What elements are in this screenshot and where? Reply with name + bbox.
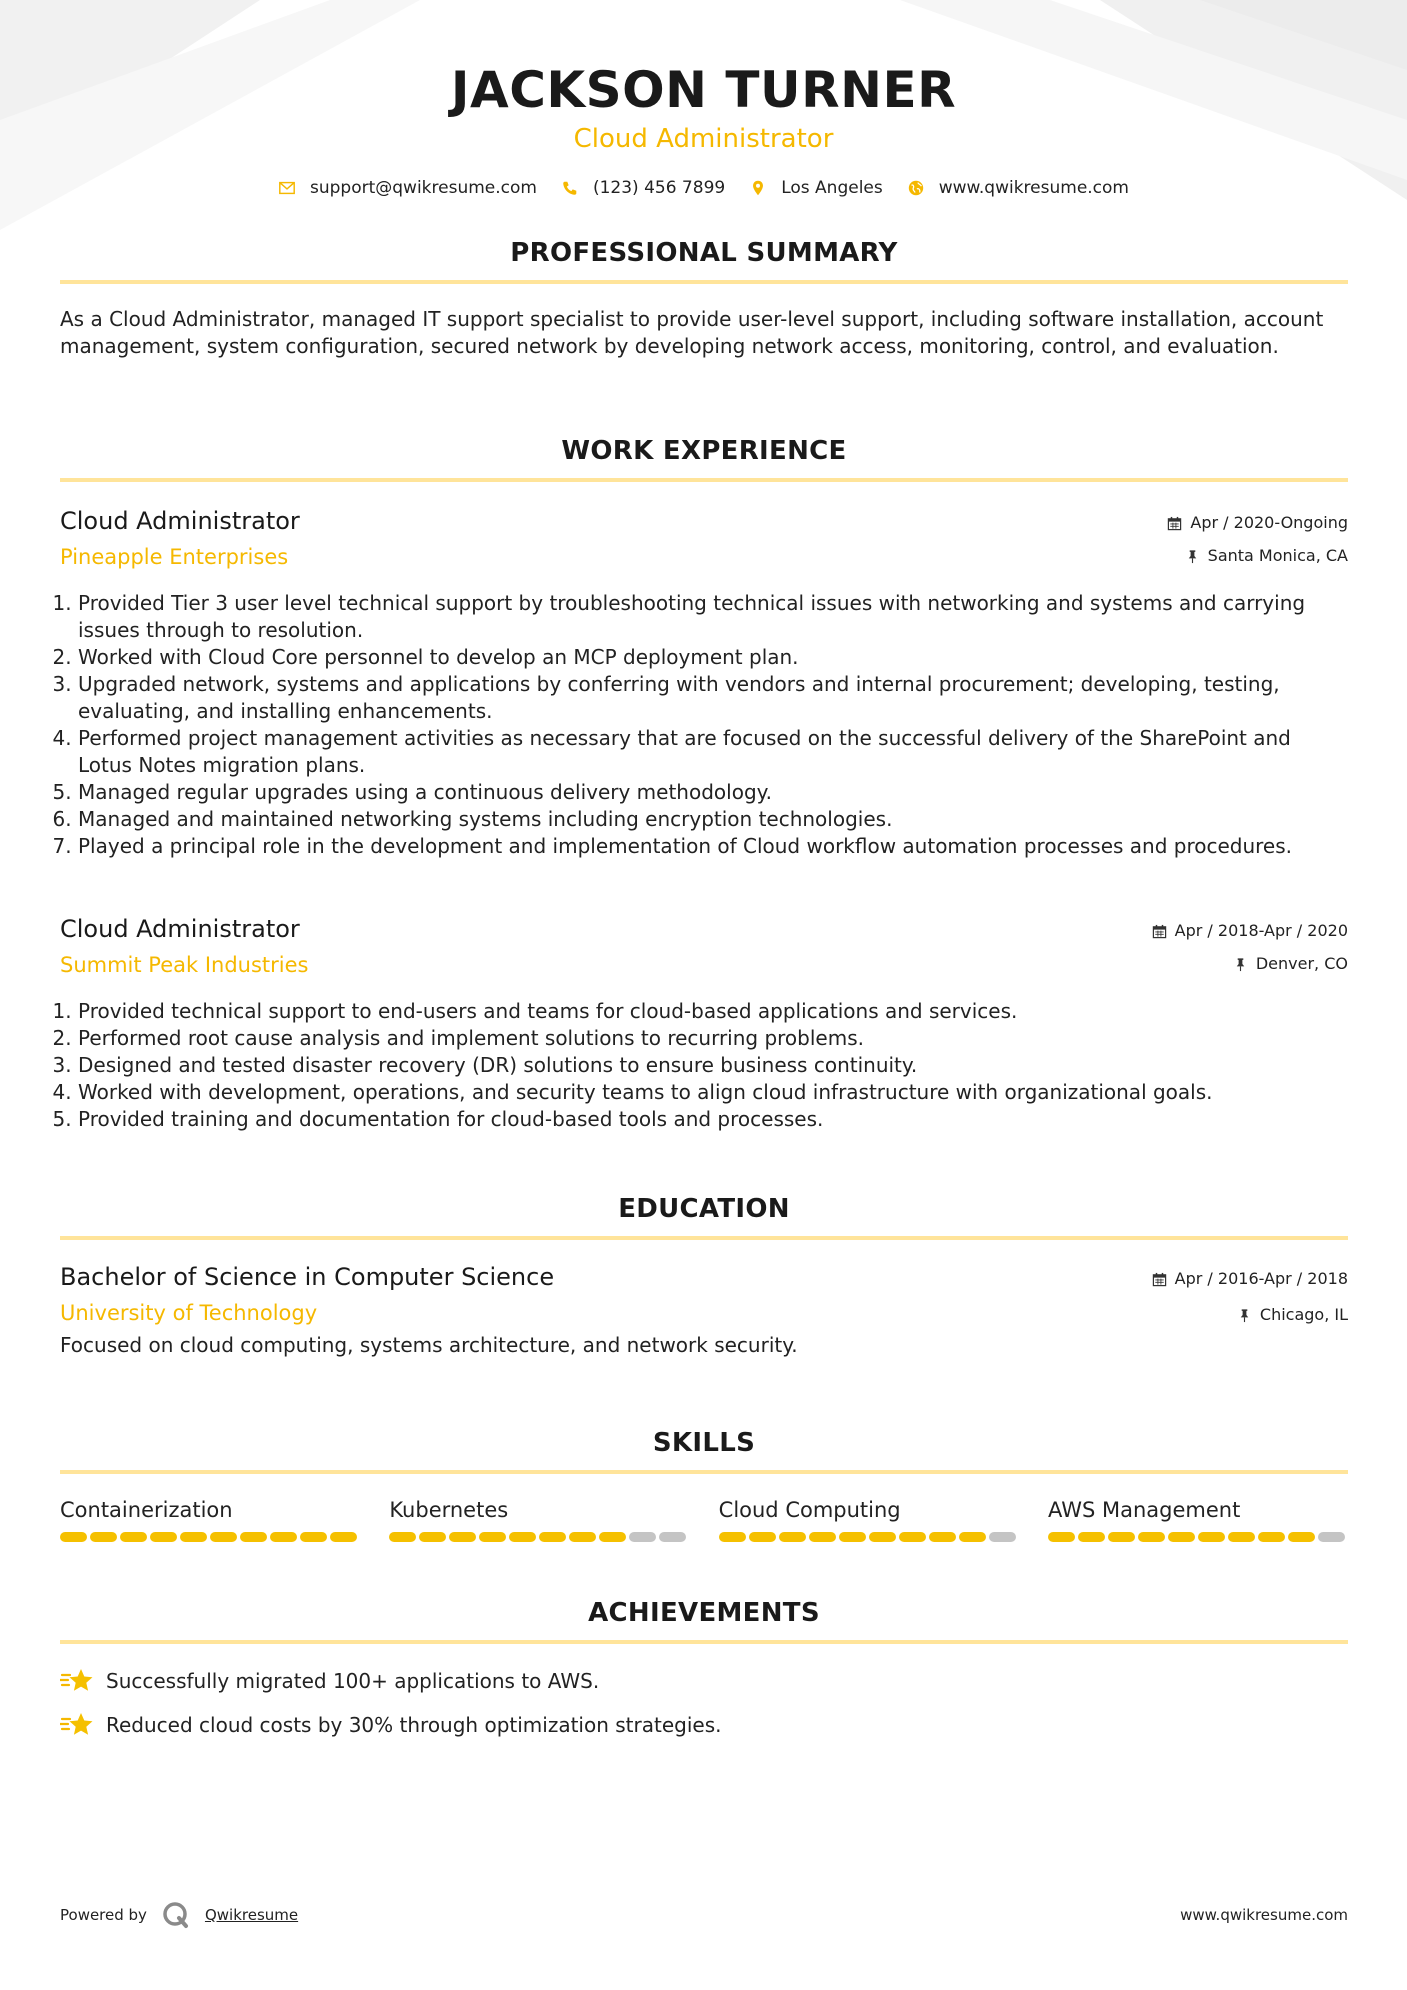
education-location: Chicago, IL — [1259, 1305, 1348, 1324]
job-role: Cloud Administrator — [60, 507, 300, 535]
achievements-section — [60, 1598, 1348, 1754]
skill-segment-filled — [749, 1532, 776, 1542]
qwikresume-logo-icon — [161, 1900, 191, 1930]
list-item: 5. Provided training and documentation for cloud-based tools and processes. — [78, 1106, 1348, 1133]
skill-segment-filled — [479, 1532, 506, 1542]
list-item: 4. Performed project management activities as necessary that are focused on the successful delivery of the SharePoint and Lotus Notes migration plans. — [78, 725, 1348, 779]
summary-heading: PROFESSIONAL SUMMARY — [510, 238, 898, 268]
list-item: 3. Upgraded network, systems and applications by conferring with vendors and internal procurement; developing, testing, evaluating, and installing enhancements. — [78, 671, 1348, 725]
skills-heading: SKILLS — [652, 1428, 756, 1458]
section-divider — [60, 1236, 1348, 1240]
list-item — [60, 1710, 1348, 1740]
experience-heading: WORK EXPERIENCE — [561, 436, 847, 466]
skill-segment-filled — [1048, 1532, 1075, 1542]
skill-segment-filled — [150, 1532, 177, 1542]
list-item: 1. Provided Tier 3 user level technical support by troubleshooting technical issues with networking and systems and carrying issues through to resolution. — [78, 590, 1348, 644]
job-bullets — [60, 998, 1348, 1133]
job-company: Summit Peak Industries — [60, 953, 309, 977]
job-bullets — [60, 590, 1348, 860]
skill-segment-filled — [869, 1532, 896, 1542]
education-section — [60, 1194, 1348, 1359]
pushpin-icon — [1237, 1308, 1252, 1323]
list-item: 1. Provided technical support to end-users and teams for cloud-based applications and services. — [78, 998, 1348, 1025]
education-dates: Apr / 2016-Apr / 2018 — [1174, 1269, 1348, 1288]
skill-item — [719, 1496, 1019, 1542]
section-divider — [60, 280, 1348, 284]
envelope-icon — [278, 179, 296, 197]
brand-link[interactable]: Qwikresume — [204, 1906, 299, 1924]
pushpin-icon — [1185, 549, 1200, 564]
education-description: Focused on cloud computing, systems architecture, and network security. — [60, 1333, 798, 1357]
skill-item — [60, 1496, 360, 1542]
skill-segment-filled — [389, 1532, 416, 1542]
contact-website[interactable] — [907, 178, 1129, 198]
school-name: University of Technology — [60, 1301, 318, 1325]
skill-segment-filled — [1078, 1532, 1105, 1542]
education-meta — [1152, 1262, 1348, 1326]
skill-segment-filled — [300, 1532, 327, 1542]
contact-location — [749, 178, 883, 198]
skill-segment-filled — [180, 1532, 207, 1542]
phone-text: (123) 456 7899 — [592, 178, 726, 198]
skill-segment-filled — [419, 1532, 446, 1542]
list-item: 4. Worked with development, operations, and security teams to align cloud infrastructure with organizational goals. — [78, 1079, 1348, 1106]
education-entry — [60, 1262, 1348, 1328]
phone-icon — [561, 179, 579, 197]
skill-segment-filled — [959, 1532, 986, 1542]
skill-segment-filled — [719, 1532, 746, 1542]
skill-segment-filled — [330, 1532, 357, 1542]
skill-name: Cloud Computing — [718, 1498, 901, 1522]
degree-title: Bachelor of Science in Computer Science — [60, 1263, 555, 1291]
job-role: Cloud Administrator — [60, 915, 300, 943]
skill-segment-filled — [1198, 1532, 1225, 1542]
list-item: 3. Designed and tested disaster recovery (DR) solutions to ensure business continuity. — [78, 1052, 1348, 1079]
skill-segment-filled — [1108, 1532, 1135, 1542]
skill-segment-empty — [989, 1532, 1016, 1542]
skill-level-bar — [60, 1532, 360, 1542]
skill-item — [389, 1496, 689, 1542]
summary-text: As a Cloud Administrator, managed IT support specialist to provide user-level support, including software installation, account management, system configuration, secured network by developing network access, monitoring, control, and evaluation. — [60, 307, 1324, 358]
skill-segment-filled — [1228, 1532, 1255, 1542]
section-divider — [60, 478, 1348, 482]
website-text: www.qwikresume.com — [938, 178, 1129, 198]
job-meta — [1167, 506, 1348, 567]
skills-section — [60, 1428, 1348, 1542]
email-text: support@qwikresume.com — [310, 178, 537, 198]
job-meta — [1152, 914, 1348, 975]
skill-segment-filled — [270, 1532, 297, 1542]
skill-segment-filled — [1168, 1532, 1195, 1542]
skill-segment-filled — [90, 1532, 117, 1542]
shooting-star-icon — [60, 1710, 94, 1740]
skill-segment-filled — [60, 1532, 87, 1542]
location-text: Los Angeles — [781, 178, 883, 198]
skill-segment-filled — [809, 1532, 836, 1542]
pushpin-icon — [1233, 957, 1248, 972]
job-company: Pineapple Enterprises — [60, 545, 289, 569]
experience-section — [60, 436, 1348, 1136]
skill-level-bar — [1048, 1532, 1348, 1542]
list-item: 5. Managed regular upgrades using a continuous delivery methodology. — [78, 779, 1348, 806]
skill-name: AWS Management — [1047, 1498, 1241, 1522]
skill-name: Kubernetes — [389, 1498, 509, 1522]
skill-segment-filled — [509, 1532, 536, 1542]
list-item: 7. Played a principal role in the development and implementation of Cloud workflow automation processes and procedures. — [78, 833, 1348, 860]
contact-email[interactable] — [278, 178, 537, 198]
skill-name: Containerization — [60, 1498, 233, 1522]
candidate-name: JACKSON TURNER — [450, 61, 957, 119]
calendar-icon — [1167, 516, 1182, 531]
achievement-text: Successfully migrated 100+ applications to AWS. — [106, 1669, 600, 1693]
list-item: 6. Managed and maintained networking systems including encryption technologies. — [78, 806, 1348, 833]
skill-level-bar — [389, 1532, 689, 1542]
list-item — [60, 1666, 1348, 1696]
skill-item — [1048, 1496, 1348, 1542]
skills-grid — [60, 1496, 1348, 1542]
achievements-list — [60, 1666, 1348, 1740]
list-item: 2. Worked with Cloud Core personnel to develop an MCP deployment plan. — [78, 644, 1348, 671]
skill-segment-filled — [1138, 1532, 1165, 1542]
summary-section — [60, 238, 1348, 360]
section-divider — [60, 1470, 1348, 1474]
job-entry-2 — [60, 914, 1348, 1133]
achievement-text: Reduced cloud costs by 30% through optimization strategies. — [106, 1713, 722, 1737]
skill-segment-filled — [1288, 1532, 1315, 1542]
section-divider — [60, 1640, 1348, 1644]
contact-phone[interactable] — [561, 178, 725, 198]
skill-segment-filled — [240, 1532, 267, 1542]
globe-icon — [907, 179, 925, 197]
job-location: Denver, CO — [1255, 954, 1348, 973]
skill-segment-filled — [839, 1532, 866, 1542]
calendar-icon — [1152, 924, 1167, 939]
powered-by — [60, 1900, 298, 1930]
education-heading: EDUCATION — [618, 1194, 790, 1224]
job-dates: Apr / 2018-Apr / 2020 — [1174, 921, 1348, 940]
skill-segment-filled — [779, 1532, 806, 1542]
skill-segment-filled — [539, 1532, 566, 1542]
skill-level-bar — [719, 1532, 1019, 1542]
powered-by-label: Powered by — [60, 1906, 147, 1924]
skill-segment-filled — [569, 1532, 596, 1542]
shooting-star-icon — [60, 1666, 94, 1696]
list-item: 2. Performed root cause analysis and implement solutions to recurring problems. — [78, 1025, 1348, 1052]
job-location: Santa Monica, CA — [1207, 546, 1348, 565]
skill-segment-filled — [120, 1532, 147, 1542]
skill-segment-filled — [1258, 1532, 1285, 1542]
skill-segment-empty — [629, 1532, 656, 1542]
skill-segment-filled — [210, 1532, 237, 1542]
skill-segment-filled — [449, 1532, 476, 1542]
page-footer — [60, 1900, 1348, 1930]
calendar-icon — [1152, 1272, 1167, 1287]
job-entry-1 — [60, 506, 1348, 860]
skill-segment-filled — [599, 1532, 626, 1542]
skill-segment-filled — [899, 1532, 926, 1542]
candidate-title: Cloud Administrator — [573, 124, 834, 154]
job-dates: Apr / 2020-Ongoing — [1190, 513, 1348, 532]
resume-header — [0, 0, 1407, 198]
skill-segment-empty — [1318, 1532, 1345, 1542]
contact-bar — [0, 178, 1407, 198]
map-pin-icon — [749, 179, 767, 197]
achievements-heading: ACHIEVEMENTS — [588, 1598, 820, 1628]
footer-website[interactable]: www.qwikresume.com — [1180, 1906, 1348, 1924]
skill-segment-filled — [929, 1532, 956, 1542]
skill-segment-empty — [659, 1532, 686, 1542]
